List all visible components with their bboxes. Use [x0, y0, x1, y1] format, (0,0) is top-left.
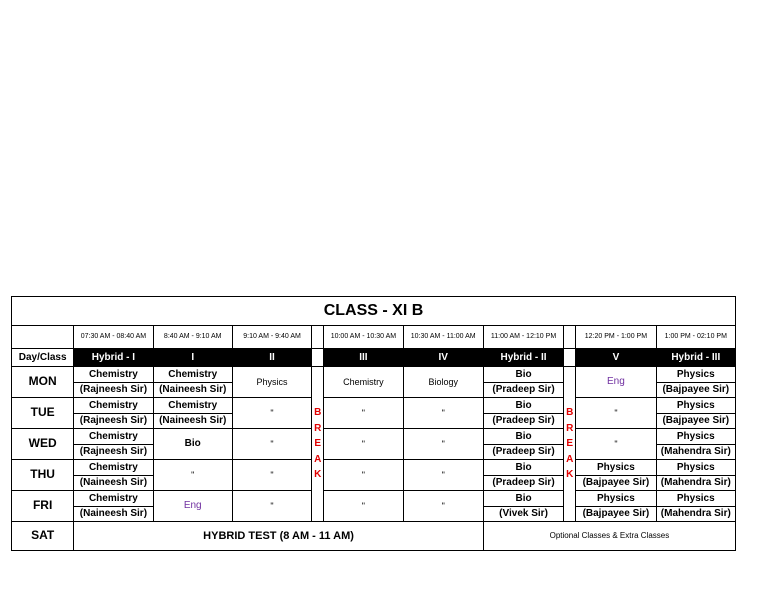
cell-wed-period-1: Bio — [153, 429, 232, 460]
header-period-5: V — [576, 349, 656, 367]
cell-tue-hybrid-2: Bio (Pradeep Sir) — [483, 398, 563, 429]
cell-mon-period-4: Biology — [403, 367, 483, 398]
cell-thu-period-3: " — [324, 460, 403, 491]
table-row-tue — [12, 398, 736, 429]
cell-wed-hybrid-2: Bio (Pradeep Sir) — [483, 429, 563, 460]
cell-mon-period-5: Eng — [576, 367, 656, 398]
day-label: FRI — [12, 491, 74, 522]
break-column-2: B R E A K — [564, 367, 576, 522]
time-slot: 1:00 PM - 02:10 PM — [656, 326, 735, 349]
gap-cell — [312, 349, 324, 367]
cell-tue-period-4: " — [403, 398, 483, 429]
header-hybrid-3: Hybrid - III — [656, 349, 735, 367]
cell-wed-hybrid-3: Physics (Mahendra Sir) — [656, 429, 735, 460]
header-row — [12, 349, 736, 367]
header-period-1: I — [153, 349, 232, 367]
cell-mon-period-3: Chemistry — [324, 367, 403, 398]
time-slot: 07:30 AM - 08:40 AM — [74, 326, 153, 349]
header-period-4: IV — [403, 349, 483, 367]
time-row — [12, 326, 736, 349]
timetable — [11, 296, 736, 551]
cell-mon-hybrid-1: Chemistry (Rajneesh Sir) — [74, 367, 153, 398]
cell-wed-period-5: " — [576, 429, 656, 460]
cell-thu-period-2: " — [232, 460, 311, 491]
cell-thu-hybrid-1: Chemistry (Naineesh Sir) — [74, 460, 153, 491]
cell-tue-hybrid-3: Physics (Bajpayee Sir) — [656, 398, 735, 429]
gap-cell — [564, 326, 576, 349]
cell-fri-hybrid-2: Bio (Vivek Sir) — [483, 491, 563, 522]
cell-thu-period-1: " — [153, 460, 232, 491]
cell-fri-period-2: " — [232, 491, 311, 522]
time-slot: 8:40 AM - 9:10 AM — [153, 326, 232, 349]
cell-wed-period-3: " — [324, 429, 403, 460]
break-column-1: B R E A K — [312, 367, 324, 522]
day-label: MON — [12, 367, 74, 398]
cell-fri-hybrid-3: Physics (Mahendra Sir) — [656, 491, 735, 522]
header-hybrid-1: Hybrid - I — [74, 349, 153, 367]
table-row-thu — [12, 460, 736, 491]
cell-tue-period-2: " — [232, 398, 311, 429]
header-day-class: Day/Class — [12, 349, 74, 367]
time-blank — [12, 326, 74, 349]
gap-cell — [312, 326, 324, 349]
cell-mon-hybrid-2: Bio (Pradeep Sir) — [483, 367, 563, 398]
cell-thu-period-5: Physics (Bajpayee Sir) — [576, 460, 656, 491]
day-label: TUE — [12, 398, 74, 429]
cell-tue-period-3: " — [324, 398, 403, 429]
day-label: WED — [12, 429, 74, 460]
cell-mon-hybrid-3: Physics (Bajpayee Sir) — [656, 367, 735, 398]
cell-wed-hybrid-1: Chemistry (Rajneesh Sir) — [74, 429, 153, 460]
cell-mon-period-1: Chemistry (Naineesh Sir) — [153, 367, 232, 398]
cell-thu-hybrid-3: Physics (Mahendra Sir) — [656, 460, 735, 491]
cell-wed-period-2: " — [232, 429, 311, 460]
time-slot: 10:30 AM - 11:00 AM — [403, 326, 483, 349]
header-period-2: II — [232, 349, 311, 367]
table-row-fri — [12, 491, 736, 522]
gap-cell — [564, 349, 576, 367]
time-slot: 10:00 AM - 10:30 AM — [324, 326, 403, 349]
cell-mon-period-2: Physics — [232, 367, 311, 398]
cell-thu-period-4: " — [403, 460, 483, 491]
optional-classes-note: Optional Classes & Extra Classes — [483, 522, 735, 551]
table-row-wed — [12, 429, 736, 460]
page-title: CLASS - XI B — [12, 297, 736, 326]
cell-wed-period-4: " — [403, 429, 483, 460]
time-slot: 9:10 AM - 9:40 AM — [232, 326, 311, 349]
day-label: SAT — [12, 522, 74, 551]
header-period-3: III — [324, 349, 403, 367]
cell-thu-hybrid-2: Bio (Pradeep Sir) — [483, 460, 563, 491]
cell-tue-period-1: Chemistry (Naineesh Sir) — [153, 398, 232, 429]
cell-tue-hybrid-1: Chemistry (Rajneesh Sir) — [74, 398, 153, 429]
hybrid-test-banner: HYBRID TEST (8 AM - 11 AM) — [74, 522, 484, 551]
time-slot: 12:20 PM - 1:00 PM — [576, 326, 656, 349]
day-label: THU — [12, 460, 74, 491]
time-slot: 11:00 AM - 12:10 PM — [483, 326, 563, 349]
cell-fri-hybrid-1: Chemistry (Naineesh Sir) — [74, 491, 153, 522]
table-row-sat — [12, 522, 736, 551]
table-row-mon — [12, 367, 736, 398]
cell-fri-period-4: " — [403, 491, 483, 522]
cell-fri-period-5: Physics (Bajpayee Sir) — [576, 491, 656, 522]
cell-fri-period-1: Eng — [153, 491, 232, 522]
cell-tue-period-5: " — [576, 398, 656, 429]
cell-fri-period-3: " — [324, 491, 403, 522]
header-hybrid-2: Hybrid - II — [483, 349, 563, 367]
